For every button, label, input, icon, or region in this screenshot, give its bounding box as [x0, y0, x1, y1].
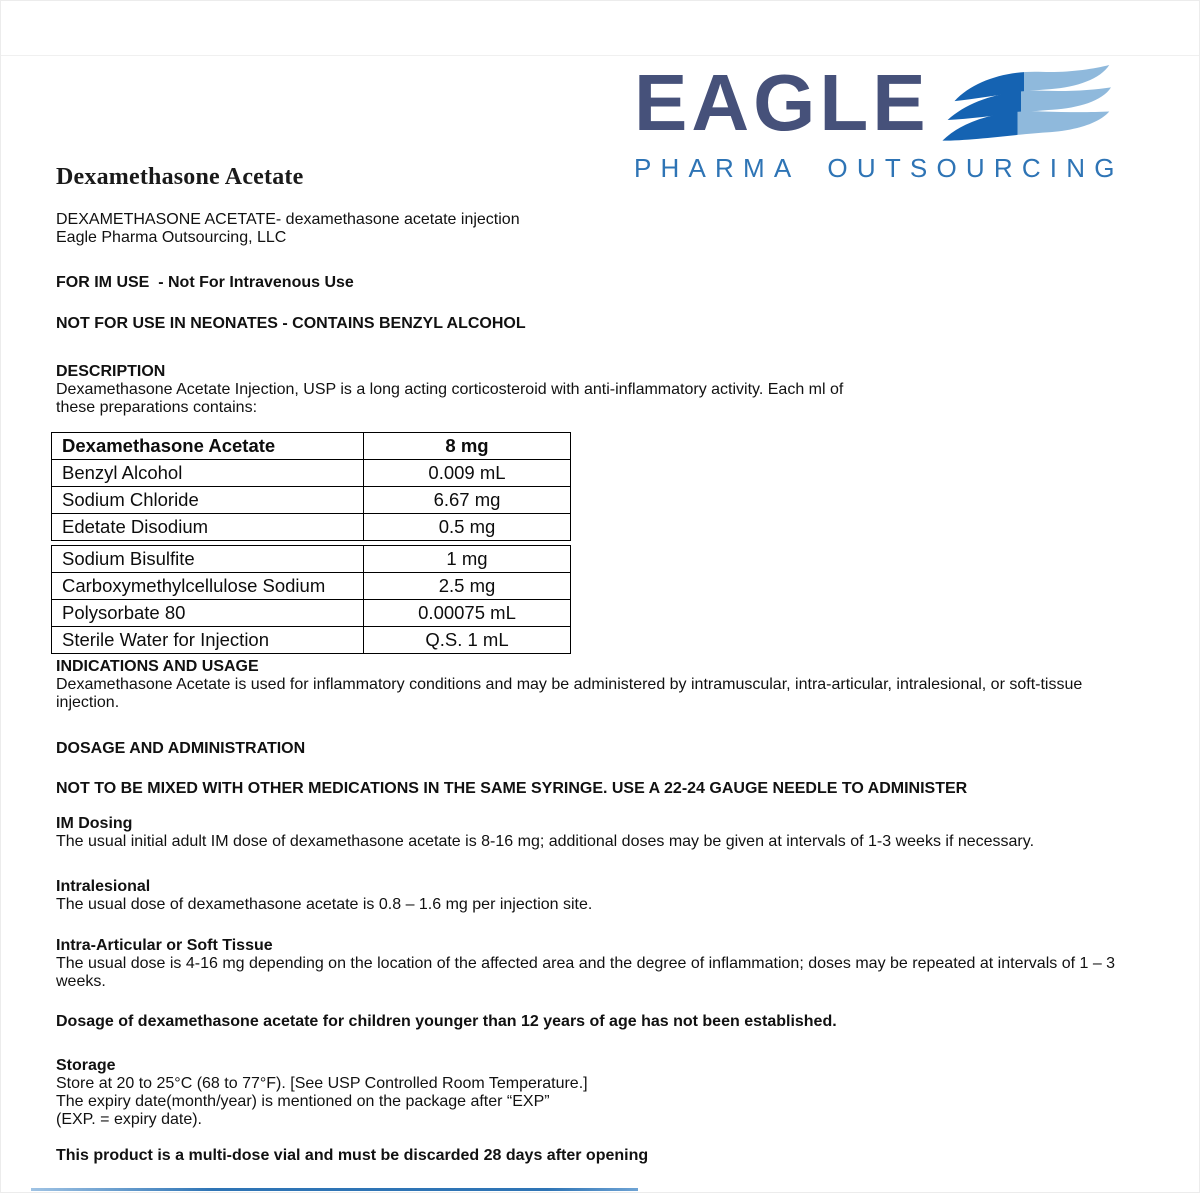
document-body	[1, 164, 1199, 1165]
im-dosing-section	[56, 815, 1149, 851]
ingredients-table-top	[51, 432, 571, 541]
ingredients-table	[51, 432, 570, 654]
table-row	[52, 627, 571, 654]
indications-text-line: injection.	[56, 694, 120, 711]
ingredient-name-cell: Sterile Water for Injection	[52, 627, 364, 654]
product-subtitle	[56, 211, 1149, 247]
intralesional-section	[56, 878, 1149, 914]
description-heading: DESCRIPTION	[56, 363, 166, 380]
table-row	[52, 433, 571, 460]
ingredient-name-cell: Carboxymethylcellulose Sodium	[52, 573, 364, 600]
manufacturer-line: Eagle Pharma Outsourcing, LLC	[56, 229, 287, 246]
top-divider	[1, 55, 1199, 56]
neonates-warning: NOT FOR USE IN NEONATES - CONTAINS BENZYL ALCOHOL	[56, 315, 526, 332]
multidose-warning: This product is a multi-dose vial and must be discarded 28 days after opening	[56, 1147, 649, 1164]
ingredient-value-cell: 6.67 mg	[364, 487, 571, 514]
table-row	[52, 487, 571, 514]
ingredient-value-cell: 0.5 mg	[364, 514, 571, 541]
ingredient-name-cell: Edetate Disodium	[52, 514, 364, 541]
im-dosing-text-line: The usual initial adult IM dose of dexamethasone acetate is 8-16 mg; additional doses may be given at intervals of 1-3 weeks if necessary.	[56, 833, 1035, 850]
ingredients-table-bottom	[51, 545, 571, 654]
table-row	[52, 460, 571, 487]
ingredient-name-cell: Sodium Bisulfite	[52, 546, 364, 573]
product-name-line: DEXAMETHASONE ACETATE- dexamethasone acetate injection	[56, 211, 520, 228]
storage-text-line: Store at 20 to 25°C (68 to 77°F). [See USP Controlled Room Temperature.]	[56, 1075, 588, 1092]
logo-tagline-text: PHARMA OUTSOURCING	[634, 153, 1124, 183]
indications-heading: INDICATIONS AND USAGE	[56, 658, 259, 675]
ingredient-name-cell: Benzyl Alcohol	[52, 460, 364, 487]
im-use-warning: FOR IM USE - Not For Intravenous Use	[56, 274, 354, 291]
table-row	[52, 573, 571, 600]
ingredient-value-cell: 0.00075 mL	[364, 600, 571, 627]
children-dosage-warning: Dosage of dexamethasone acetate for children younger than 12 years of age has not been established.	[56, 1013, 837, 1030]
storage-text-line: (EXP. = expiry date).	[56, 1111, 202, 1128]
storage-text-line: The expiry date(month/year) is mentioned on the package after “EXP”	[56, 1093, 550, 1110]
page-title: Dexamethasone Acetate	[56, 164, 304, 190]
logo-brand-text: EAGLE	[634, 58, 930, 147]
table-row	[52, 546, 571, 573]
description-text-line: these preparations contains:	[56, 399, 258, 416]
ingredient-value-cell: Q.S. 1 mL	[364, 627, 571, 654]
ingredient-value-cell: 0.009 mL	[364, 460, 571, 487]
table-row	[52, 600, 571, 627]
bottom-blue-divider	[31, 1188, 638, 1191]
eagle-wing-icon	[936, 65, 1114, 151]
indications-text-line: Dexamethasone Acetate is used for inflammatory conditions and may be administered by intramuscular, intra-articular, intralesional, or soft-tissue	[56, 676, 1083, 693]
mixing-warning: NOT TO BE MIXED WITH OTHER MEDICATIONS IN THE SAME SYRINGE. USE A 22-24 GAUGE NEEDLE TO ADMINISTER	[56, 780, 968, 797]
intralesional-text-line: The usual dose of dexamethasone acetate is 0.8 – 1.6 mg per injection site.	[56, 896, 593, 913]
indications-section	[56, 658, 1149, 712]
ingredient-value-cell: 2.5 mg	[364, 573, 571, 600]
description-section	[56, 363, 1149, 417]
ingredient-name-cell: Sodium Chloride	[52, 487, 364, 514]
storage-section	[56, 1057, 1149, 1129]
intra-articular-heading: Intra-Articular or Soft Tissue	[56, 937, 273, 954]
im-dosing-heading: IM Dosing	[56, 815, 133, 832]
ingredient-value-cell: 8 mg	[364, 433, 571, 460]
dosage-heading: DOSAGE AND ADMINISTRATION	[56, 740, 306, 757]
ingredient-name-cell: Dexamethasone Acetate	[52, 433, 364, 460]
intralesional-heading: Intralesional	[56, 878, 151, 895]
description-text-line: Dexamethasone Acetate Injection, USP is a long acting corticosteroid with anti-inflammatory activity. Each ml of	[56, 381, 844, 398]
ingredient-name-cell: Polysorbate 80	[52, 600, 364, 627]
table-row	[52, 514, 571, 541]
storage-heading: Storage	[56, 1057, 116, 1074]
ingredient-value-cell: 1 mg	[364, 546, 571, 573]
intra-articular-text-line: The usual dose is 4-16 mg depending on the location of the affected area and the degree of inflammation; doses may be repeated at intervals of 1 – 3	[56, 955, 1116, 972]
intra-articular-section	[56, 937, 1149, 991]
intra-articular-text-line: weeks.	[56, 973, 106, 990]
